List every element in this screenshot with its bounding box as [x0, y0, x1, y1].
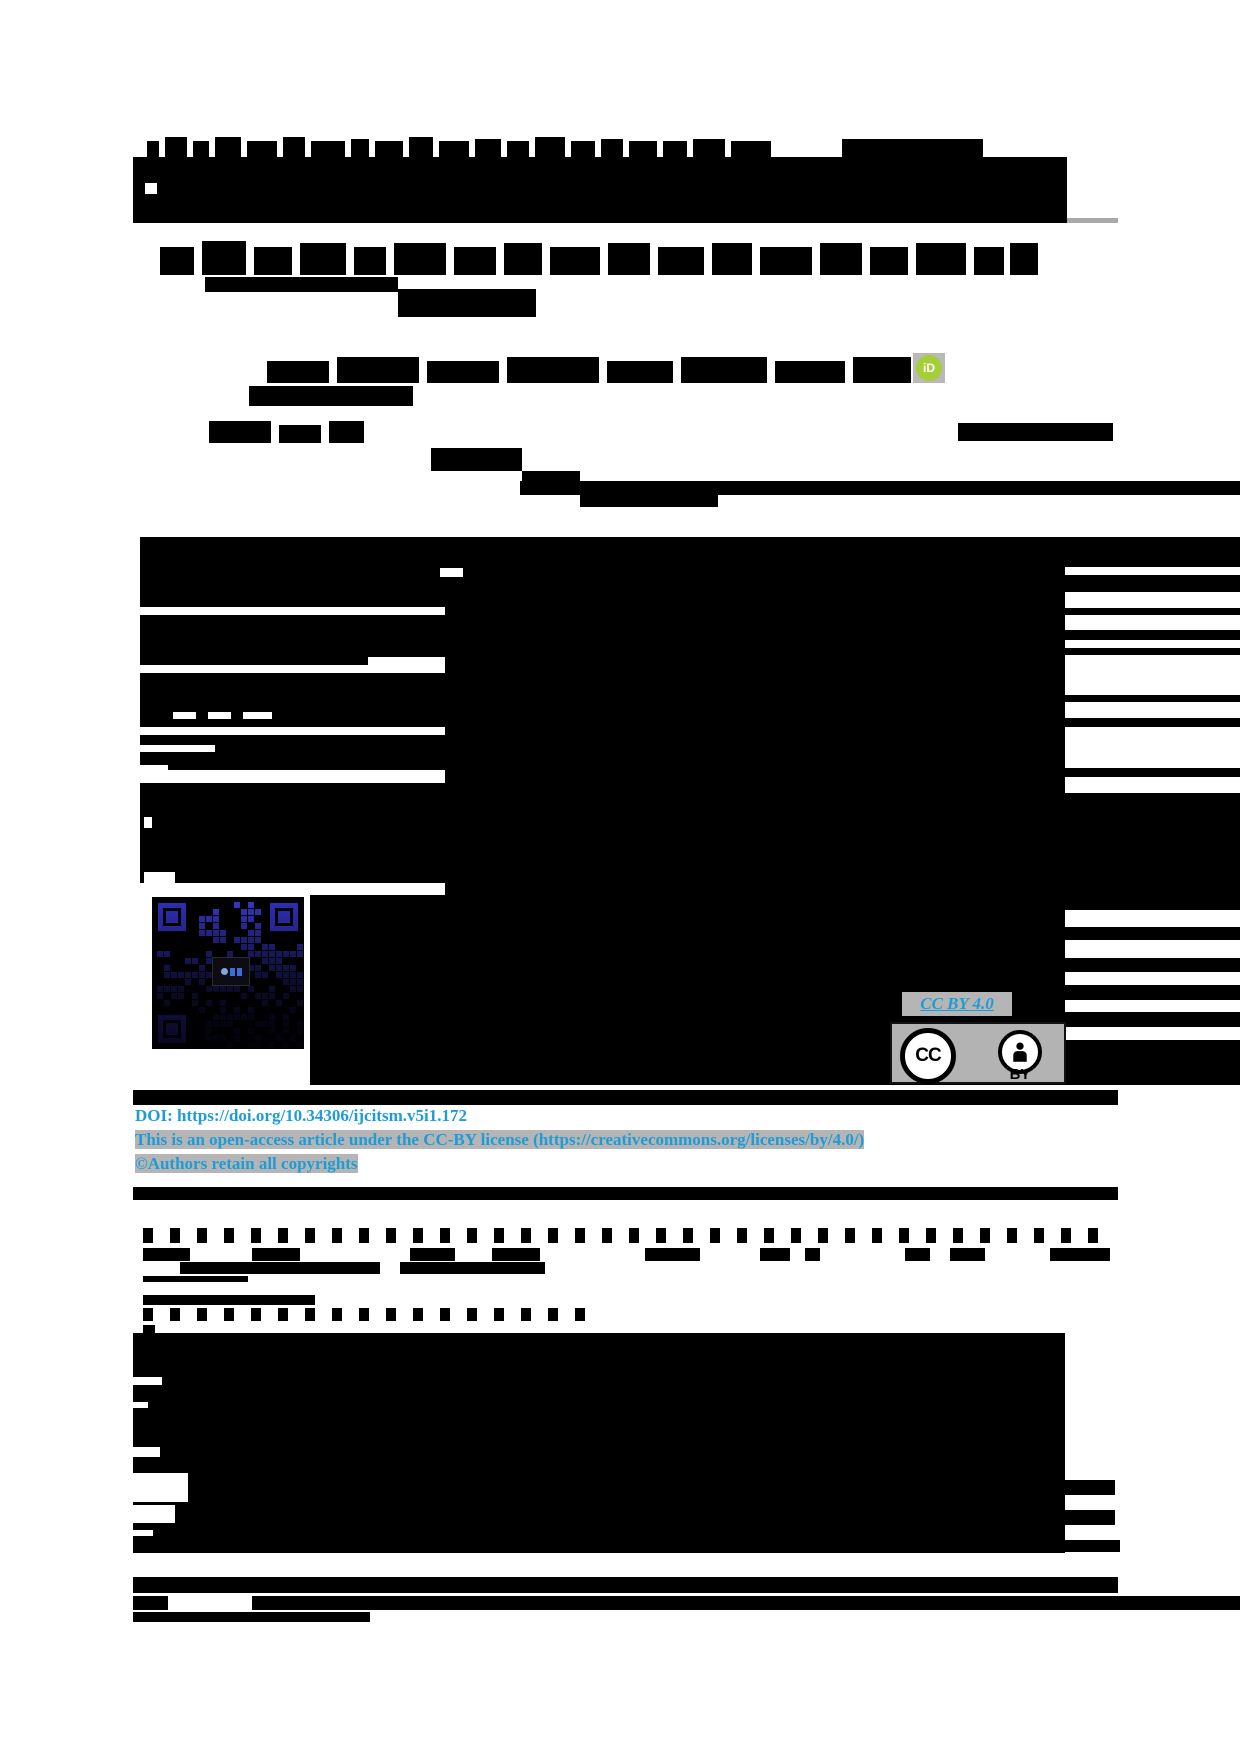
- text-gap: [125, 665, 445, 673]
- redacted-text-bar: [375, 141, 403, 157]
- qr-code[interactable]: [152, 897, 304, 1049]
- text-gap: [125, 727, 445, 735]
- redacted-text-bar: [1010, 243, 1038, 275]
- redacted-footnote-mark: [251, 1228, 261, 1243]
- redacted-footnote-mark: [1034, 1228, 1044, 1243]
- redacted-text-bar: [1050, 1248, 1110, 1261]
- text-gap: [133, 1505, 175, 1523]
- orcid-icon[interactable]: [913, 353, 945, 383]
- text-gap: [144, 817, 152, 828]
- redacted-text-bar: [712, 243, 752, 275]
- redacted-text-bar: [663, 141, 687, 157]
- redacted-text-bar: [209, 421, 271, 443]
- redacted-text-bar: [520, 481, 1240, 495]
- redacted-text-bar: [279, 425, 321, 443]
- text-gap: [168, 1596, 252, 1610]
- redacted-text-bar: [805, 1248, 820, 1261]
- redacted-footnote-mark: [494, 1308, 504, 1321]
- text-gap: [133, 1530, 153, 1536]
- redacted-text-bar: [1065, 768, 1240, 777]
- text-gap: [440, 568, 463, 577]
- redacted-footnote-mark: [602, 1228, 612, 1243]
- redacted-text-bar: [337, 357, 419, 383]
- redacted-text-bar: [629, 141, 657, 157]
- redacted-text-bar: [507, 357, 599, 383]
- redacted-text-bar: [760, 247, 812, 275]
- redacted-text-bar: [193, 141, 209, 157]
- redacted-text-bar: [870, 247, 908, 275]
- redacted-text-bar: [1065, 1510, 1115, 1525]
- redacted-text-bar: [133, 157, 1067, 223]
- redacted-text-bar: [1065, 608, 1240, 615]
- text-gap: [173, 712, 196, 719]
- redacted-text-bar: [916, 243, 966, 275]
- text-gap: [133, 1447, 160, 1457]
- text-gap: [133, 1377, 162, 1385]
- redacted-text-bar: [658, 247, 704, 275]
- redacted-footnote-mark: [629, 1228, 639, 1243]
- text-gap: [133, 1402, 148, 1408]
- redacted-footnote-mark: [521, 1228, 531, 1243]
- redacted-text-bar: [950, 1248, 985, 1261]
- redacted-footnote-mark: [467, 1228, 477, 1243]
- article-links-block: [135, 1104, 864, 1176]
- redacted-text-bar: [329, 421, 364, 443]
- redacted-text-bar: [1067, 218, 1118, 223]
- redacted-text-bar: [608, 243, 650, 275]
- redacted-text-bar: [853, 357, 911, 383]
- redacted-text-bar: [1065, 648, 1240, 655]
- redacted-text-bar: [247, 141, 277, 157]
- redacted-text-bar: [535, 137, 565, 157]
- redacted-text-bar: [1065, 537, 1240, 567]
- redacted-footnote-mark: [386, 1308, 396, 1321]
- text-gap: [140, 745, 215, 752]
- redacted-text-bar: [133, 1612, 370, 1622]
- redacted-footnote-mark: [359, 1308, 369, 1321]
- redacted-text-bar: [147, 141, 159, 157]
- redacted-footnote-mark: [305, 1228, 315, 1243]
- redacted-text-bar: [215, 137, 241, 157]
- redacted-text-bar: [143, 1295, 315, 1305]
- cc-logo-icon: CC: [900, 1028, 956, 1084]
- redacted-text-bar: [202, 241, 246, 275]
- redacted-text-bar: [283, 137, 305, 157]
- redacted-footnote-mark: [548, 1228, 558, 1243]
- cc-by-link[interactable]: CC BY 4.0: [920, 994, 994, 1013]
- redacted-text-bar: [842, 139, 983, 157]
- redacted-text-bar: [1065, 985, 1240, 1000]
- redacted-text-bar: [254, 247, 292, 275]
- redacted-footnote-mark: [440, 1228, 450, 1243]
- redacted-text-bar: [1065, 575, 1240, 592]
- redacted-footnote-mark: [332, 1228, 342, 1243]
- redacted-footnote-mark: [143, 1228, 153, 1243]
- redacted-text-bar: [398, 289, 536, 317]
- redacted-text-bar: [252, 1248, 300, 1261]
- redacted-footnote-mark: [251, 1308, 261, 1321]
- redacted-footnote-mark: [278, 1308, 288, 1321]
- redacted-text-bar: [492, 1248, 540, 1261]
- redacted-text-bar: [409, 137, 433, 157]
- redacted-footnote-mark: [521, 1308, 531, 1321]
- redacted-footnote-mark: [575, 1308, 585, 1321]
- qr-center-logo: [212, 957, 250, 986]
- redacted-footnote-mark: [872, 1228, 882, 1243]
- redacted-text-bar: [410, 1248, 455, 1261]
- redacted-footnote-mark: [224, 1228, 234, 1243]
- redacted-footnote-mark: [305, 1308, 315, 1321]
- doi-link[interactable]: DOI: https://doi.org/10.34306/ijcitsm.v5i1.172: [135, 1106, 467, 1125]
- redacted-text-bar: [445, 883, 1065, 895]
- redacted-footnote-mark: [440, 1308, 450, 1321]
- redacted-footnote-mark: [359, 1228, 369, 1243]
- redacted-text-bar: [160, 247, 194, 275]
- redacted-footnote-mark: [278, 1228, 288, 1243]
- redacted-text-bar: [905, 1248, 930, 1261]
- redacted-text-bar: [1065, 1540, 1120, 1552]
- redacted-text-bar: [439, 141, 469, 157]
- redacted-text-bar: [693, 139, 725, 157]
- orcid-id-label: iD: [916, 355, 942, 381]
- redacted-text-bar: [267, 361, 329, 383]
- redacted-text-bar: [760, 1248, 790, 1261]
- redacted-footnote-mark: [791, 1228, 801, 1243]
- redacted-text-bar: [645, 1248, 700, 1261]
- redacted-text-bar: [601, 139, 623, 157]
- by-label: BY: [1009, 1066, 1031, 1083]
- redacted-footnote-mark: [926, 1228, 936, 1243]
- redacted-text-bar: [1065, 630, 1240, 640]
- redacted-footnote-mark: [575, 1228, 585, 1243]
- redacted-text-bar: [607, 361, 673, 383]
- redacted-text-bar: [1065, 1012, 1240, 1027]
- redacted-text-bar: [143, 1325, 155, 1333]
- redacted-footnote-mark: [143, 1308, 153, 1321]
- redacted-footnote-mark: [1061, 1228, 1071, 1243]
- redacted-footnote-mark: [845, 1228, 855, 1243]
- text-gap: [144, 872, 175, 883]
- redacted-text-bar: [820, 243, 862, 275]
- redacted-text-bar: [133, 1090, 1118, 1105]
- redacted-footnote-mark: [683, 1228, 693, 1243]
- redacted-text-bar: [351, 139, 369, 157]
- redacted-text-bar: [1065, 1480, 1115, 1495]
- redacted-text-bar: [1065, 1040, 1240, 1085]
- redacted-text-bar: [133, 1187, 1118, 1200]
- redacted-text-bar: [1065, 793, 1240, 910]
- redacted-text-bar: [580, 493, 718, 507]
- redacted-footnote-mark: [953, 1228, 963, 1243]
- redacted-footnote-mark: [332, 1308, 342, 1321]
- redacted-text-bar: [974, 247, 1004, 275]
- redacted-text-bar: [504, 243, 542, 275]
- redacted-text-bar: [133, 1333, 1065, 1553]
- redacted-text-bar: [958, 423, 1113, 441]
- redacted-text-bar: [775, 361, 845, 383]
- redacted-footnote-mark: [656, 1228, 666, 1243]
- redacted-text-bar: [394, 243, 446, 275]
- redacted-footnote-mark: [548, 1308, 558, 1321]
- redacted-footnote-mark: [197, 1228, 207, 1243]
- text-gap: [125, 607, 445, 615]
- redacted-text-bar: [143, 1276, 248, 1282]
- redacted-text-bar: [205, 277, 398, 292]
- copyright-text: ©Authors retain all copyrights: [135, 1154, 358, 1173]
- cc-by-link-box: [902, 992, 1012, 1016]
- redacted-text-bar: [400, 1262, 545, 1274]
- redacted-text-bar: [133, 1577, 1118, 1593]
- redacted-text-bar: [1065, 958, 1240, 972]
- redacted-text-bar: [731, 141, 771, 157]
- redacted-text-bar: [140, 537, 1065, 883]
- redacted-footnote-mark: [818, 1228, 828, 1243]
- text-gap: [243, 712, 272, 719]
- redacted-text-bar: [311, 141, 345, 157]
- redacted-text-bar: [1065, 927, 1240, 940]
- redacted-footnote-mark: [467, 1308, 477, 1321]
- license-text[interactable]: This is an open-access article under the CC-BY license (https://creativecommons.org/licenses/by/4.0/): [135, 1130, 865, 1149]
- redacted-text-bar: [1065, 695, 1240, 702]
- text-gap: [368, 657, 445, 665]
- redacted-footnote-mark: [197, 1308, 207, 1321]
- text-gap: [133, 1473, 188, 1502]
- redacted-footnote-mark: [494, 1228, 504, 1243]
- redacted-footnote-mark: [737, 1228, 747, 1243]
- redacted-text-bar: [249, 386, 413, 406]
- redacted-text-bar: [681, 357, 767, 383]
- redacted-text-bar: [133, 1596, 1240, 1610]
- redacted-text-bar: [180, 1262, 380, 1274]
- redacted-text-bar: [550, 247, 600, 275]
- redacted-footnote-mark: [980, 1228, 990, 1243]
- redacted-footnote-mark: [170, 1308, 180, 1321]
- redacted-text-bar: [354, 247, 386, 275]
- redacted-text-bar: [454, 247, 496, 275]
- redacted-text-bar: [300, 243, 346, 275]
- redacted-text-bar: [427, 361, 499, 383]
- redacted-text-bar: [475, 139, 501, 157]
- redacted-footnote-mark: [386, 1228, 396, 1243]
- redacted-text-bar: [143, 1248, 190, 1261]
- redacted-footnote-mark: [170, 1228, 180, 1243]
- redacted-footnote-mark: [1088, 1228, 1098, 1243]
- redacted-footnote-mark: [224, 1308, 234, 1321]
- text-gap: [145, 183, 157, 194]
- text-gap: [208, 712, 231, 719]
- redacted-footnote-mark: [413, 1308, 423, 1321]
- redacted-text-bar: [1065, 718, 1240, 727]
- redacted-text-bar: [165, 137, 187, 157]
- redacted-footnote-mark: [899, 1228, 909, 1243]
- redacted-text-bar: [571, 141, 595, 157]
- redacted-footnote-mark: [764, 1228, 774, 1243]
- cc-license-badge[interactable]: [890, 1022, 1066, 1084]
- redacted-footnote-mark: [710, 1228, 720, 1243]
- redacted-footnote-mark: [1007, 1228, 1017, 1243]
- redacted-footnote-mark: [413, 1228, 423, 1243]
- text-gap: [125, 770, 445, 783]
- redacted-text-bar: [507, 141, 529, 157]
- redacted-text-bar: [431, 448, 522, 471]
